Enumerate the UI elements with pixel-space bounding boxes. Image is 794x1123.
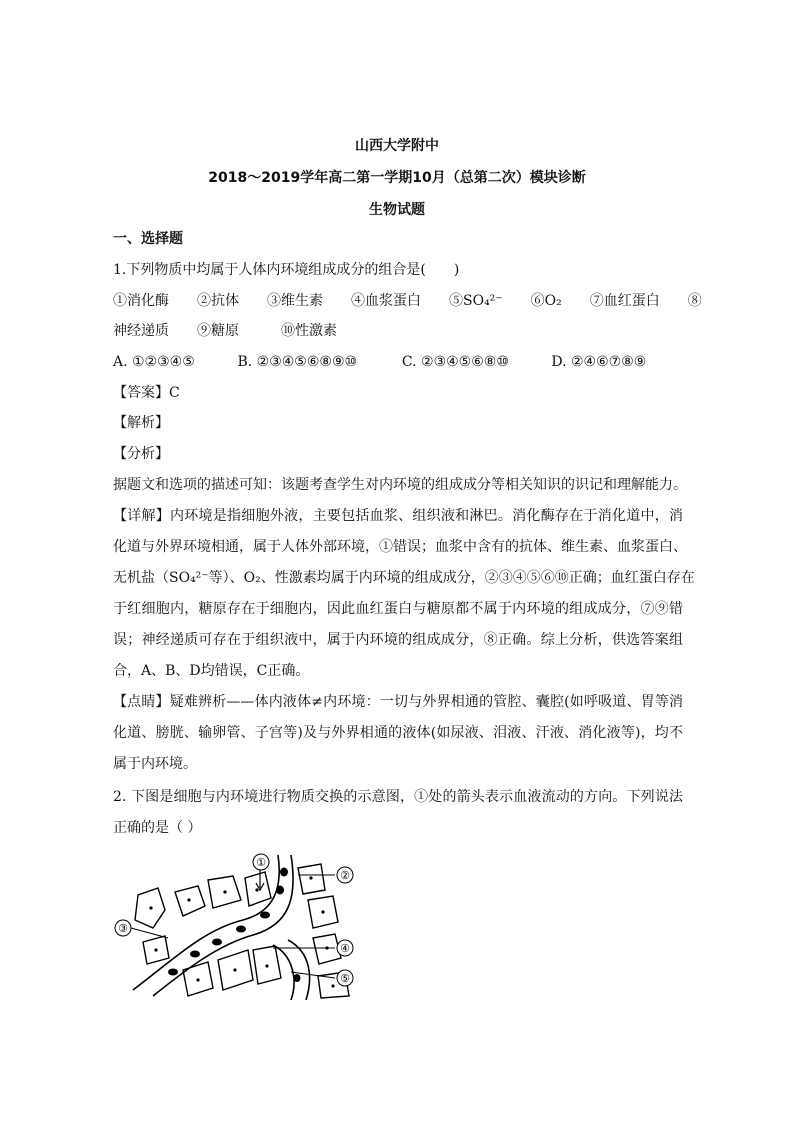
svg-text:④: ④: [340, 942, 350, 955]
q1-detail-line: 【详解】内环境是指细胞外液，主要包括血浆、组织液和淋巴。消化酶存在于消化道中，消: [113, 508, 683, 524]
q1-options: [113, 352, 683, 372]
section-heading: 一、选择题: [113, 231, 183, 247]
red-blood-cell: [212, 939, 222, 946]
red-blood-cell: [236, 926, 246, 933]
q1-tip-line: 【点睛】疑难辨析——体内液体≠内环境：一切与外界相通的管腔、囊腔(如呼吸道、胃等消: [113, 694, 683, 710]
subject-title: 生物试题: [369, 202, 425, 218]
q1-option-b: B. ②③④⑤⑥⑧⑨⑩: [237, 354, 358, 370]
q1-jiexi-heading: 【解析】: [113, 415, 169, 431]
school-name: 山西大学附中: [355, 138, 439, 154]
red-blood-cell: [276, 886, 284, 895]
svg-text:①: ①: [256, 856, 266, 869]
red-blood-cell: [260, 912, 270, 919]
q1-items-line1: ①消化酶 ②抗体 ③维生素 ④血浆蛋白 ⑤SO₄²⁻ ⑥O₂ ⑦血红蛋白 ⑧: [113, 293, 702, 309]
q1-option-d: D. ②④⑥⑦⑧⑨: [551, 354, 647, 370]
red-blood-cell: [280, 868, 288, 877]
cell-exchange-diagram: [113, 850, 363, 1000]
q1-tip-line: 化道、膀胱、输卵管、子宫等)及与外界相通的液体(如尿液、泪液、汗液、消化液等)，均不: [113, 725, 683, 741]
q1-detail-line: 误；神经递质可存在于组织液中，属于内环境的组成成分，⑧正确。综上分析，供选答案组: [113, 632, 683, 648]
figure-label-3: [115, 920, 131, 936]
svg-text:③: ③: [118, 922, 128, 935]
q1-detail-line: 无机盐（SO₄²⁻等）、O₂、性激素均属于内环境的组成成分，②③④⑤⑥⑩正确；血红蛋白存在: [113, 570, 695, 586]
figure-label-4: [337, 940, 353, 956]
capillary-wall-outer: [133, 855, 279, 990]
q2-stem-line: 正确的是（ ）: [113, 820, 202, 836]
q1-stem: 1.下列物质中均属于人体内环境组成成分的组合是( ): [113, 262, 460, 278]
lymphocyte: [294, 974, 301, 982]
figure-label-5: [337, 970, 353, 986]
q1-option-c: C. ②③④⑤⑥⑧⑩: [401, 354, 509, 370]
figure-label-2: [337, 867, 353, 883]
q1-fenxi-text: 据题文和选项的描述可知：该题考查学生对内环境的组成成分等相关知识的识记和理解能力。: [113, 477, 687, 493]
lymph-vessel-wall: [288, 940, 310, 1000]
exam-title: 2018～2019学年高二第一学期10月（总第二次）模块诊断: [208, 170, 586, 186]
q1-detail-line: 于红细胞内，糖原存在于细胞内，因此血红蛋白与糖原都不属于内环境的组成成分，⑦⑨错: [113, 601, 683, 617]
svg-text:⑤: ⑤: [340, 972, 350, 985]
red-blood-cell: [190, 951, 200, 958]
q1-items-line2: 神经递质 ⑨糖原 ⑩性激素: [113, 323, 337, 339]
q1-detail-line: 化道与外界环境相通，属于人体外部环境，①错误；血浆中含有的抗体、维生素、血浆蛋白、: [113, 539, 687, 555]
svg-text:②: ②: [340, 869, 350, 882]
q2-stem-line: 2. 下图是细胞与内环境进行物质交换的示意图，①处的箭头表示血液流动的方向。下列说法: [113, 789, 683, 805]
q1-detail-line: 合，A、B、D均错误，C正确。: [113, 663, 310, 679]
figure-label-1: [253, 854, 269, 870]
q1-fenxi-heading: 【分析】: [113, 446, 169, 462]
q1-option-a: A. ①②③④⑤: [113, 354, 195, 370]
q1-tip-line: 属于内环境。: [113, 756, 197, 772]
label-leader-lines: [131, 875, 335, 978]
q1-answer: 【答案】C: [113, 385, 180, 401]
red-blood-cell: [168, 969, 178, 976]
